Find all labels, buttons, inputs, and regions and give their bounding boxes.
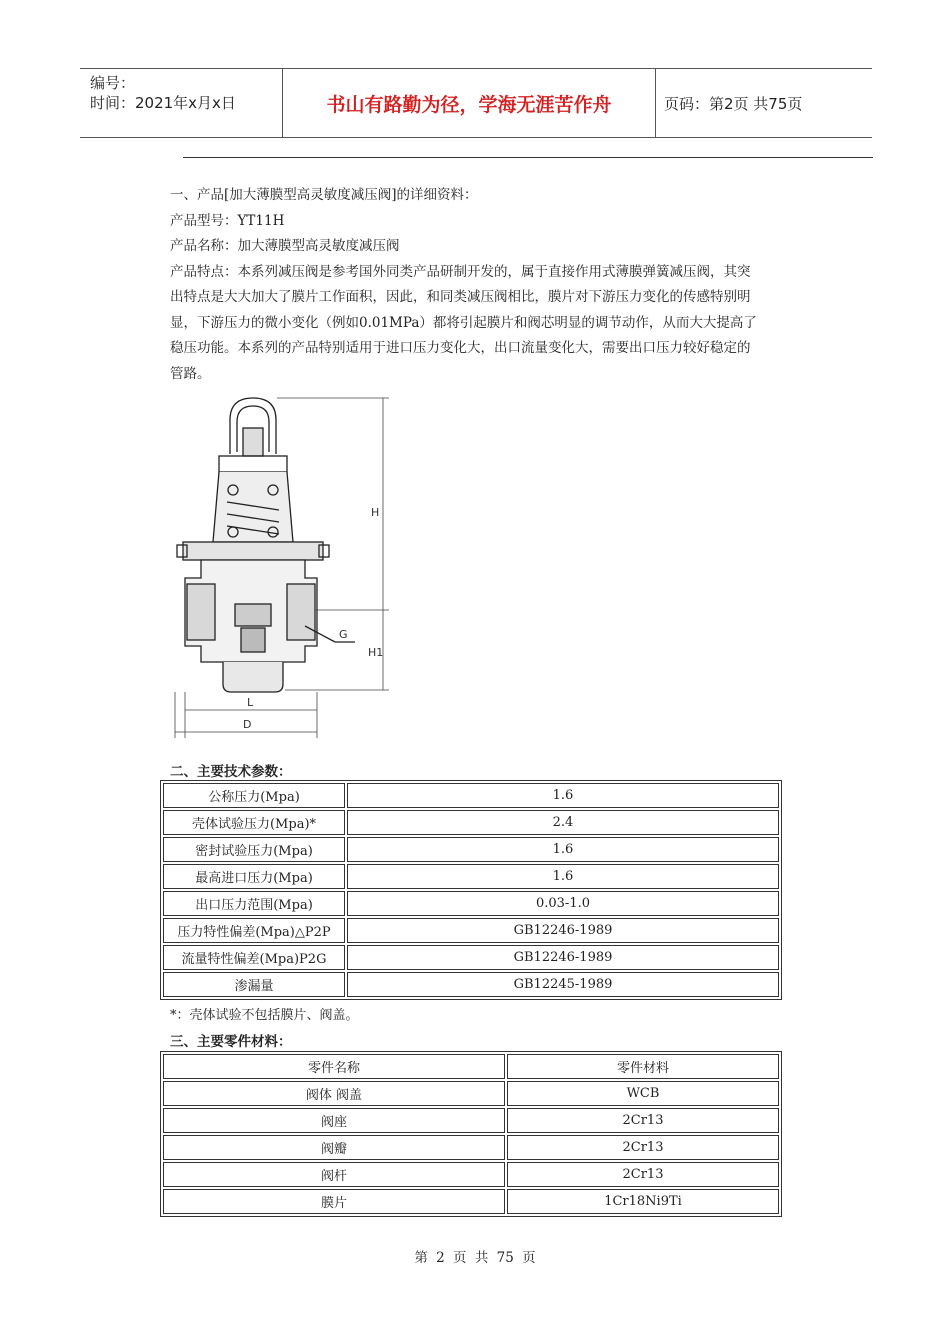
table-row [163,1162,779,1187]
param-name: 出口压力范围(Mpa) [163,891,345,916]
header-rule [183,157,873,158]
product-description [170,183,792,387]
table-row [163,945,779,970]
param-value: 1.6 [347,783,779,808]
param-value: 1.6 [347,837,779,862]
param-name: 压力特性偏差(Mpa)△P2P [163,918,345,943]
dimension-label-g: G [339,628,348,641]
param-value: GB12246-1989 [347,918,779,943]
section-heading-product-info: 一、产品[加大薄膜型高灵敏度减压阀]的详细资料： [170,187,478,203]
product-features-line: 产品特点：本系列减压阀是参考国外同类产品研制开发的，属于直接作用式薄膜弹簧减压阀，其突 [170,263,751,280]
section-heading-params: 二、主要技术参数： [170,764,292,780]
section-heading-materials: 三、主要零件材料： [170,1034,292,1050]
materials-table [160,1051,782,1217]
valve-drawing [165,392,405,742]
dimension-label-h: H [371,506,380,519]
param-name: 公称压力(Mpa) [163,783,345,808]
product-features-line: 出特点是大大加大了膜片工作面积，因此，和同类减压阀相比，膜片对下游压力变化的传感特别明 [170,289,751,305]
table-row [163,891,779,916]
dimension-label-l: L [247,696,254,709]
param-name: 渗漏量 [163,972,345,997]
table-row [163,1108,779,1133]
product-name: 产品名称：加大薄膜型高灵敏度减压阀 [170,238,400,254]
table-row [163,1081,779,1106]
param-name: 流量特性偏差(Mpa)P2G [163,945,345,970]
table-header-row [163,1054,779,1079]
table-row [163,864,779,889]
product-features-line: 显，下游压力的微小变化（例如0.01MPa）都将引起膜片和阀芯明显的调节动作，从而大大提高了 [170,314,757,331]
page-header [80,68,872,138]
part-name: 阀座 [163,1108,505,1133]
part-material: WCB [507,1081,779,1106]
document-time-label: 时间：2021年x月x日 [90,94,236,112]
param-value: GB12246-1989 [347,945,779,970]
table-row [163,783,779,808]
param-name: 壳体试验压力(Mpa)* [163,810,345,835]
params-note: *：壳体试验不包括膜片、阀盖。 [170,1008,359,1023]
params-table [160,780,782,1000]
page-footer: 第 2 页 共 75 页 [414,1250,536,1266]
part-name: 膜片 [163,1189,505,1214]
part-material: 2Cr13 [507,1162,779,1187]
table-row [163,918,779,943]
column-header-material: 零件材料 [507,1054,779,1079]
part-name: 阀杆 [163,1162,505,1187]
part-name: 阀瓣 [163,1135,505,1160]
table-row [163,972,779,997]
dimension-label-d: D [243,718,252,731]
part-material: 1Cr18Ni9Ti [507,1189,779,1214]
document-number-label: 编号： [90,74,136,92]
column-header-part-name: 零件名称 [163,1054,505,1079]
dimension-label-h1: H1 [368,646,384,659]
param-value: 0.03-1.0 [347,891,779,916]
part-material: 2Cr13 [507,1108,779,1133]
param-value: 2.4 [347,810,779,835]
part-material: 2Cr13 [507,1135,779,1160]
product-features-line: 管路。 [170,365,211,382]
header-meta [80,69,282,137]
param-name: 密封试验压力(Mpa) [163,837,345,862]
param-value: 1.6 [347,864,779,889]
table-row [163,1189,779,1214]
header-page-info: 页码：第2页 共75页 [664,94,803,113]
header-motto: 书山有路勤为径，学海无涯苦作舟 [282,69,656,137]
param-value: GB12245-1989 [347,972,779,997]
product-model: 产品型号：YT11H [170,212,285,229]
product-features-line: 稳压功能。本系列的产品特别适用于进口压力变化大，出口流量变化大，需要出口压力较好稳定的 [170,340,751,356]
table-row [163,1135,779,1160]
table-row [163,810,779,835]
param-name: 最高进口压力(Mpa) [163,864,345,889]
part-name: 阀体 阀盖 [163,1081,505,1106]
table-row [163,837,779,862]
